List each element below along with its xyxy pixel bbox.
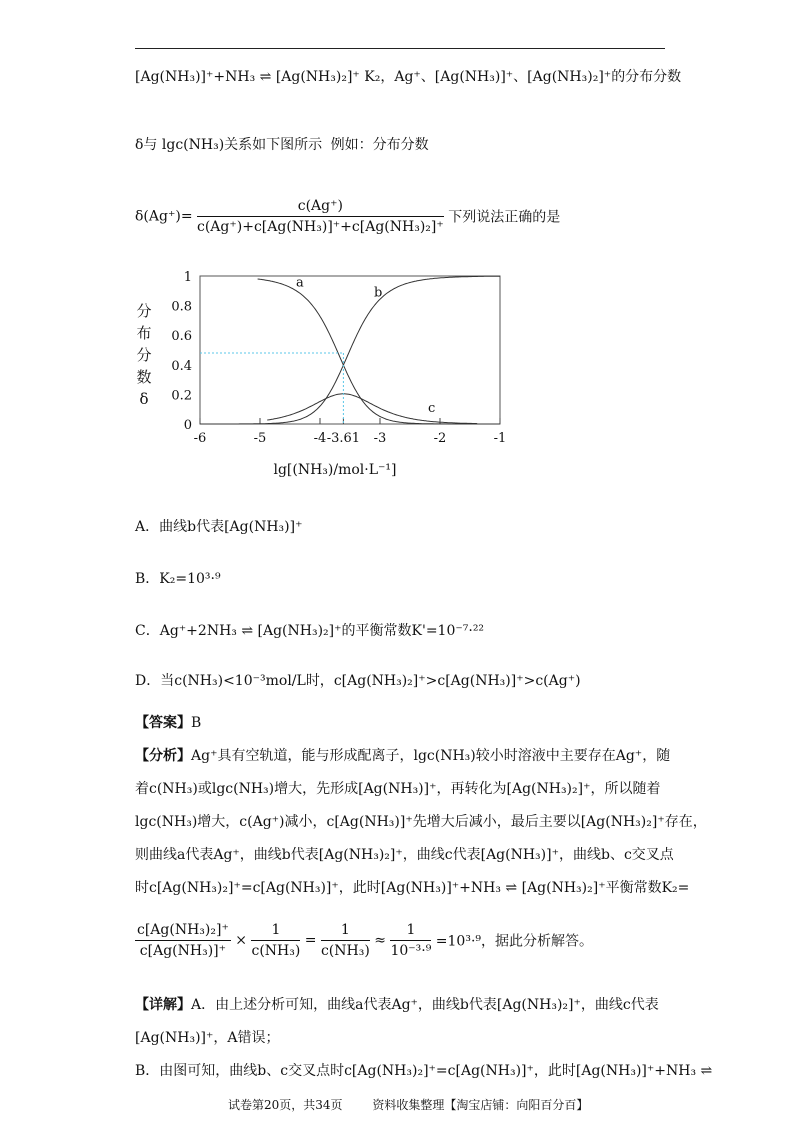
answer-label: 【答案】 — [135, 715, 191, 731]
y-tick-label: 1 — [183, 270, 192, 285]
option-d-condition: c(NH₃)<10⁻³mol/L — [174, 673, 306, 689]
series-label-a: a — [296, 275, 304, 291]
y-tick-label: 0.4 — [171, 358, 192, 374]
option-b-label: B． — [135, 571, 160, 587]
fraction-2-den: c(NH₃) — [251, 943, 301, 959]
equals-sign: = — [304, 932, 317, 949]
series-label-b: b — [374, 285, 383, 301]
option-a-label: A．曲线b代表 — [135, 519, 225, 535]
x-tick-label: -4 — [313, 431, 327, 446]
y-axis-label-char: 数 — [136, 368, 152, 386]
delta-lhs: δ(Ag⁺)= — [135, 208, 193, 225]
option-d-formula: c[Ag(NH₃)₂]⁺>c[Ag(NH₃)]⁺>c(Ag⁺) — [333, 673, 581, 689]
option-d[interactable] — [135, 670, 581, 690]
analysis-label: 【分析】 — [135, 748, 191, 764]
x-tick-label: -5 — [253, 431, 267, 446]
fraction-3-den: c(NH₃) — [320, 943, 370, 959]
k2-result: =10³·⁹，据此分析解答。 — [435, 933, 594, 950]
x-tick-label: -3.61 — [326, 431, 361, 446]
fraction-2 — [251, 922, 300, 959]
delta-denominator: c(Ag⁺)+c[Ag(NH₃)]⁺+c[Ag(NH₃)₂]⁺ — [197, 219, 444, 235]
question-prompt: 下列说法正确的是 — [448, 209, 561, 226]
y-axis-label-char: 分 — [136, 302, 152, 320]
series-label-c: c — [428, 401, 436, 417]
option-d-mid: 时， — [305, 673, 334, 689]
answer-value: B — [191, 715, 202, 731]
delta-formula — [135, 198, 560, 235]
detail-text-1: A．由上述分析可知，曲线a代表Ag⁺，曲线b代表[Ag(NH₃)₂]⁺，曲线c代表 — [191, 997, 659, 1013]
option-b[interactable] — [135, 568, 221, 588]
distribution-chart — [130, 262, 530, 482]
fraction-3-num: 1 — [321, 922, 370, 941]
x-tick-label: -2 — [433, 431, 447, 446]
analysis-line-4: 则曲线a代表Ag⁺，曲线b代表[Ag(NH₃)₂]⁺，曲线c代表[Ag(NH₃)]⁺，曲线b、c交叉点 — [135, 847, 674, 863]
x-tick-label: -6 — [193, 431, 207, 446]
delta-fraction — [197, 198, 444, 235]
y-tick-label: 0 — [183, 418, 192, 433]
k2-derivation — [135, 922, 593, 959]
fraction-3 — [321, 922, 370, 959]
intro-line-2 — [135, 134, 429, 154]
fraction-1 — [135, 922, 231, 959]
k2-symbol: K₂ — [364, 69, 381, 85]
approx-sign: ≈ — [374, 932, 386, 949]
fraction-4-num: 1 — [390, 922, 431, 941]
intro-line-1 — [135, 66, 681, 86]
delta-with: δ与 — [135, 137, 158, 153]
option-c[interactable] — [135, 620, 484, 640]
y-axis-label-char: δ — [139, 390, 149, 408]
header-rule — [135, 48, 665, 49]
footer-source: 资料收集整理【淘宝店铺：向阳百分百】 — [372, 1098, 589, 1112]
analysis-line-1 — [135, 745, 670, 765]
option-b-formula: K₂=10³·⁹ — [159, 571, 221, 587]
analysis-line-2: 着c(NH₃)或lgc(NH₃)增大，先形成[Ag(NH₃)]⁺，再转化为[Ag(NH₃)₂]⁺，所以随着 — [135, 781, 661, 797]
fraction-1-num: c[Ag(NH₃)₂]⁺ — [135, 922, 231, 941]
x-tick-label: -3 — [373, 431, 387, 446]
fraction-4 — [390, 922, 431, 959]
species-list: ，Ag⁺、[Ag(NH₃)]⁺、[Ag(NH₃)₂]⁺ — [380, 69, 612, 85]
fraction-4-den: 10⁻³·⁹ — [390, 943, 432, 959]
times-sign: × — [235, 932, 248, 949]
option-c-tail: 的平衡常数K'=10⁻⁷·²² — [341, 623, 485, 639]
lgc-nh3: lgc(NH₃) — [161, 137, 225, 153]
relation-text: 关系如下图所示 — [224, 137, 323, 153]
detail-line-3: B．由图可知，曲线b、c交叉点时c[Ag(NH₃)₂]⁺=c[Ag(NH₃)]⁺，此时[Ag(NH₃)]⁺+NH₃ ⇌ — [135, 1063, 713, 1079]
detail-line-1 — [135, 994, 659, 1014]
footer — [228, 1096, 588, 1113]
fraction-2-num: 1 — [251, 922, 300, 941]
y-tick-label: 0.8 — [171, 299, 192, 315]
answer-line — [135, 712, 201, 732]
detail-label: 【详解】 — [135, 997, 191, 1013]
footer-page: 试卷第20页，共34页 — [228, 1098, 343, 1112]
y-axis-label-char: 布 — [136, 324, 152, 342]
y-axis-label-char: 分 — [136, 346, 152, 364]
detail-line-2: [Ag(NH₃)]⁺，A错误； — [135, 1030, 280, 1046]
intro-tail: 的分布分数 — [611, 69, 682, 85]
x-axis-label: lg[(NH₃)/mol·L⁻¹] — [273, 462, 397, 478]
curve-b — [200, 276, 500, 424]
analysis-line-3: lgc(NH₃)增大，c(Ag⁺)减小，c[Ag(NH₃)]⁺先增大后减小，最后主要以[Ag(NH₃)₂]⁺存在， — [135, 814, 707, 830]
curve-c — [267, 394, 477, 424]
option-a-formula: [Ag(NH₃)]⁺ — [224, 519, 303, 535]
fraction-1-den: c[Ag(NH₃)]⁺ — [139, 943, 227, 959]
option-a[interactable] — [135, 516, 302, 536]
y-tick-label: 0.2 — [171, 388, 192, 404]
y-tick-label: 0.6 — [171, 329, 192, 345]
option-c-formula: Ag⁺+2NH₃ ⇌ [Ag(NH₃)₂]⁺ — [159, 623, 342, 639]
delta-numerator: c(Ag⁺) — [197, 198, 444, 217]
option-c-label: C． — [135, 623, 160, 639]
analysis-line-5: 时c[Ag(NH₃)₂]⁺=c[Ag(NH₃)]⁺，此时[Ag(NH₃)]⁺+NH₃ ⇌ [Ag(NH₃)₂]⁺平衡常数K₂= — [135, 880, 690, 896]
analysis-text-1: Ag⁺具有空轨道，能与形成配离子，lgc(NH₃)较小时溶液中主要存在Ag⁺，随 — [191, 748, 671, 764]
x-tick-label: -1 — [493, 431, 507, 446]
equilibrium-equation: [Ag(NH₃)]⁺+NH₃ ⇌ [Ag(NH₃)₂]⁺ — [135, 69, 360, 85]
option-d-label: D．当 — [135, 673, 175, 689]
example-text: 例如：分布分数 — [330, 137, 429, 153]
